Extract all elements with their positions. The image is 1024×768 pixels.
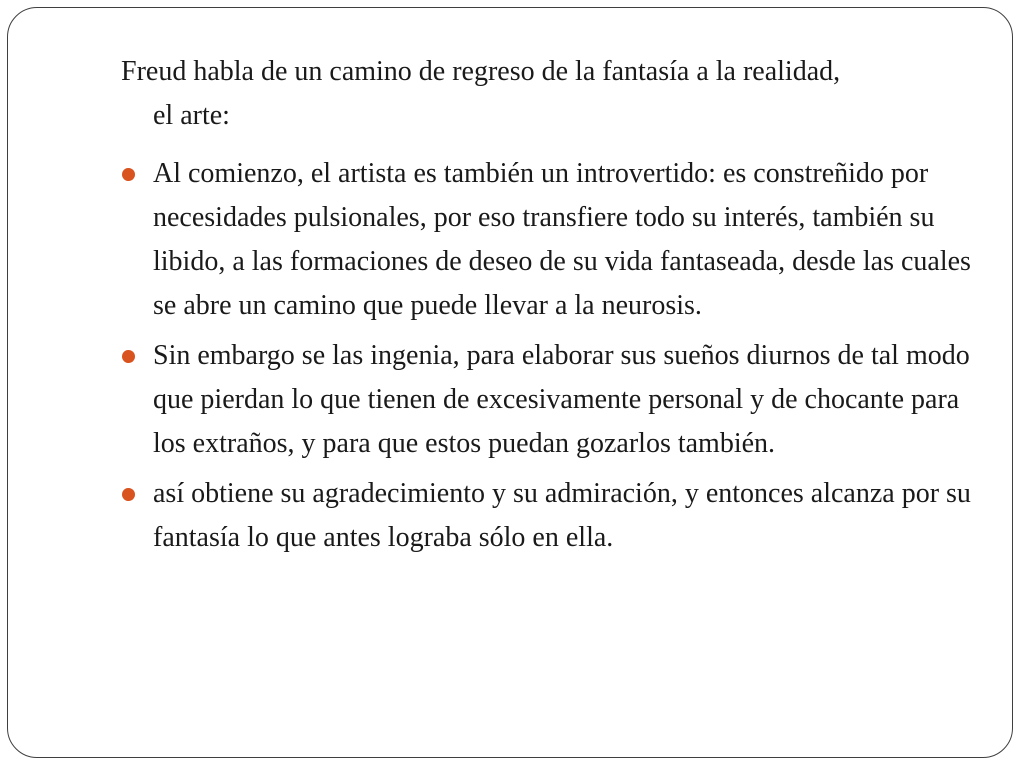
bullet-text: Al comienzo, el artista es también un introvertido: es constreñido por necesidades pulsionales, por eso transfiere todo su interés, también su libido, a las formaciones de deseo de su vida fantaseada, desde las cuales se abre un camino que puede llevar a la neurosis.: [153, 158, 971, 321]
list-item: [121, 472, 991, 560]
bullet-list: [121, 152, 991, 560]
slide-frame: [7, 7, 1013, 758]
bullet-dot-icon: [122, 488, 135, 501]
bullet-dot-icon: [122, 350, 135, 363]
list-item: [121, 152, 991, 328]
bullet-dot-icon: [122, 168, 135, 181]
slide-content: [121, 50, 991, 566]
intro-paragraph: [121, 50, 991, 138]
list-item: [121, 334, 991, 466]
bullet-text: Sin embargo se las ingenia, para elaborar sus sueños diurnos de tal modo que pierdan lo que tienen de excesivamente personal y de chocante para los extraños, y para que estos puedan gozarlos también.: [153, 340, 970, 459]
bullet-text: así obtiene su agradecimiento y su admiración, y entonces alcanza por su fantasía lo que antes lograba sólo en ella.: [153, 478, 971, 553]
intro-line-1: Freud habla de un camino de regreso de la fantasía a la realidad,: [121, 56, 841, 87]
intro-line-2: el arte:: [153, 100, 230, 131]
